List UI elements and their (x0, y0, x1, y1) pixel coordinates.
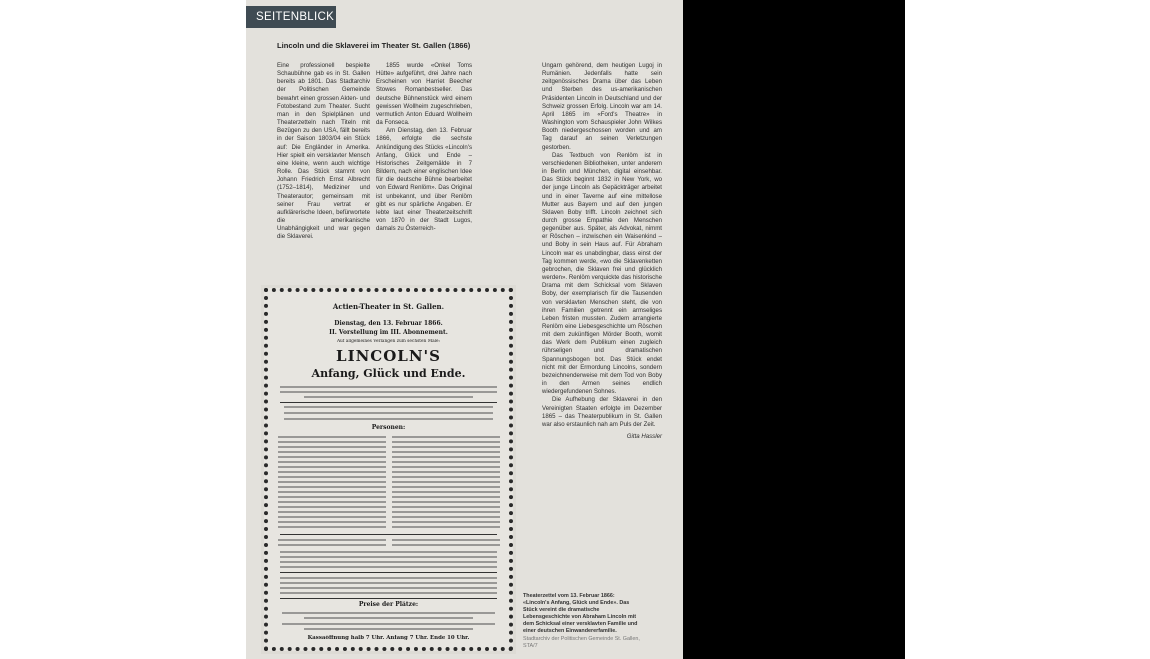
section-tag: SEITENBLICK (246, 6, 336, 28)
poster-date: Dienstag, den 13. Februar 1866. (334, 320, 443, 327)
text-column-1 (277, 62, 370, 241)
theater-poster-image (261, 285, 516, 654)
paragraph: Die Aufhebung der Sklaverei in den Vereinigten Staaten erfolgte im Dezember 1865 – das Theaterpublikum in St. Gallen war also erstaunlich nah am Puls der Zeit. (542, 396, 662, 428)
paragraph: Das Textbuch von Renlöm ist in verschiedenen Bibliotheken, unter anderem in Berlin und München, digital einsehbar. Das Stück beginnt 1832 in New York, wo der junge Lincoln als Gepäckträger arbeitet und in einer Taverne auf eine mittellose Mutter aus Bayern und auf den jungen Sklaven Boby trifft. Lincoln zeichnet sich durch grosse Empathie den Menschen gegenüber aus. Später, als Advokat, nimmt er Röschen – inzwischen ein Waisenkind – und Boby in sein Haus auf. Für Abraham Lincoln war es unabdingbar, dass einst der Tag kommen werde, «wo die Sklavenketten gebrochen, die Sklaven frei und glücklich werden». Renlöm verquickte das historische Drama mit dem Schicksal vom Sklaven Boby, der exemplarisch für die Tausenden von versklavten Menschen steht, die von ihren Familien getrennt ein armseliges Leben fristen mussten. Zudem arrangierte Renlöm eine Liebesgeschichte um Röschen mit dem zukünftigen Mörder Booth, womit das Werk dem Publikum einen zugleich rührseligen und dramatischen Spannungsbogen bot. Das Stück endet nicht mit der Ermordung Lincolns, sondern bezeichnenderweise mit dem Tod von Boby in den Armen seines endlich wiedergefundenen Sohnes. (542, 151, 662, 396)
poster-request: Auf allgemeines Verlangen zum sechsten Male: (336, 339, 441, 344)
magazine-page (246, 0, 683, 659)
image-caption (523, 593, 641, 650)
poster-prices-heading: Preise der Plätze: (358, 601, 419, 608)
text-column-2 (376, 62, 472, 233)
poster-performance: II. Vorstellung im III. Abonnement. (329, 329, 448, 336)
poster-border (264, 288, 513, 651)
article-title: Lincoln und die Sklaverei im Theater St. Gallen (1866) (277, 41, 471, 50)
text-column-3 (542, 62, 662, 441)
poster-theater-name: Actien-Theater in St. Gallen. (332, 302, 445, 311)
poster-play-subtitle: Anfang, Glück und Ende. (311, 367, 466, 380)
black-area (683, 0, 905, 659)
paragraph: 1855 wurde «Onkel Toms Hütte» aufgeführt, drei Jahre nach Erscheinen von Harriet Beecher Stowes Romanbestseller. Das deutsche Bühnenstück wird einem gewissen Wollheim zugeschrieben, vermutlich Anton Eduard Wollheim da Fonseca. (376, 62, 472, 127)
poster-footer: Kassaöffnung halb 7 Uhr. Anfang 7 Uhr. Ende 10 Uhr. (307, 635, 470, 641)
caption-text: Theaterzettel vom 13. Februar 1866: «Lincoln's Anfang, Glück und Ende». Das Stück vereint die dramatische Lebensgeschichte von Abraham Lincoln mit dem Schicksal einer versklavten Familie und einer deutschen Einwandererfamilie. (523, 593, 638, 635)
paragraph: Ungarn gehörend, dem heutigen Lugoj in Rumänien. Jedenfalls hatte sein zeitgenössisches Drama über das Leben und Sterben des us-amerikanischen Präsidenten Lincoln in Deutschland und der Schweiz grossen Erfolg. Lincoln war am 14. April 1865 im «Ford's Theatre» in Washington vom Schauspieler John Wilkes Booth niedergeschossen worden und am Tag darauf an seinen Verletzungen gestorben. (542, 62, 662, 151)
author-signature: Gitta Hassler (626, 433, 662, 441)
caption-source: Stadtarchiv der Politischen Gemeinde St. Gallen, STA/7 (523, 635, 640, 649)
poster-play-title: LINCOLN'S (336, 347, 441, 365)
poster-content (274, 298, 503, 641)
paragraph: Am Dienstag, den 13. Februar 1866, erfolgte die sechste Ankündigung des Stücks «Lincoln's Anfang, Glück und Ende – Historisches Zeitgemälde in 7 Bildern, nach einer englischen Idee für die deutsche Bühne bearbeitet von Edward Renlöm». Das Original ist unbekannt, und über Renlöm gibt es nur spärliche Angaben. Er lebte laut einer Theaterzeitschrift von 1870 in der Stadt Lugos, damals zu Österreich- (376, 127, 472, 233)
paragraph: Eine professionell bespielte Schaubühne gab es in St. Gallen bereits ab 1801. Das Stadtarchiv der Politischen Gemeinde bewahrt einen grossen Akten- und Fotobestand zum Theater. Sucht man in den Spielplänen und Theaterzetteln nach Titeln mit Bezügen zu den USA, fällt bereits in der Saison 1803/04 ein Stück auf: Die Engländer in Amerika. Hier spielt ein versklavter Mensch eine kleine, wenn auch wichtige Rolle. Das Stück stammt von Johann Friedrich Ernst Albrecht (1752–1814), Mediziner und Theaterautor; gemeinsam mit seiner Frau vertrat er aufklärerische Ideen, befürwortete die amerikanische Unabhängigkeit und war gegen die Sklaverei. (277, 62, 370, 241)
poster-personen: Personen: (371, 424, 406, 431)
